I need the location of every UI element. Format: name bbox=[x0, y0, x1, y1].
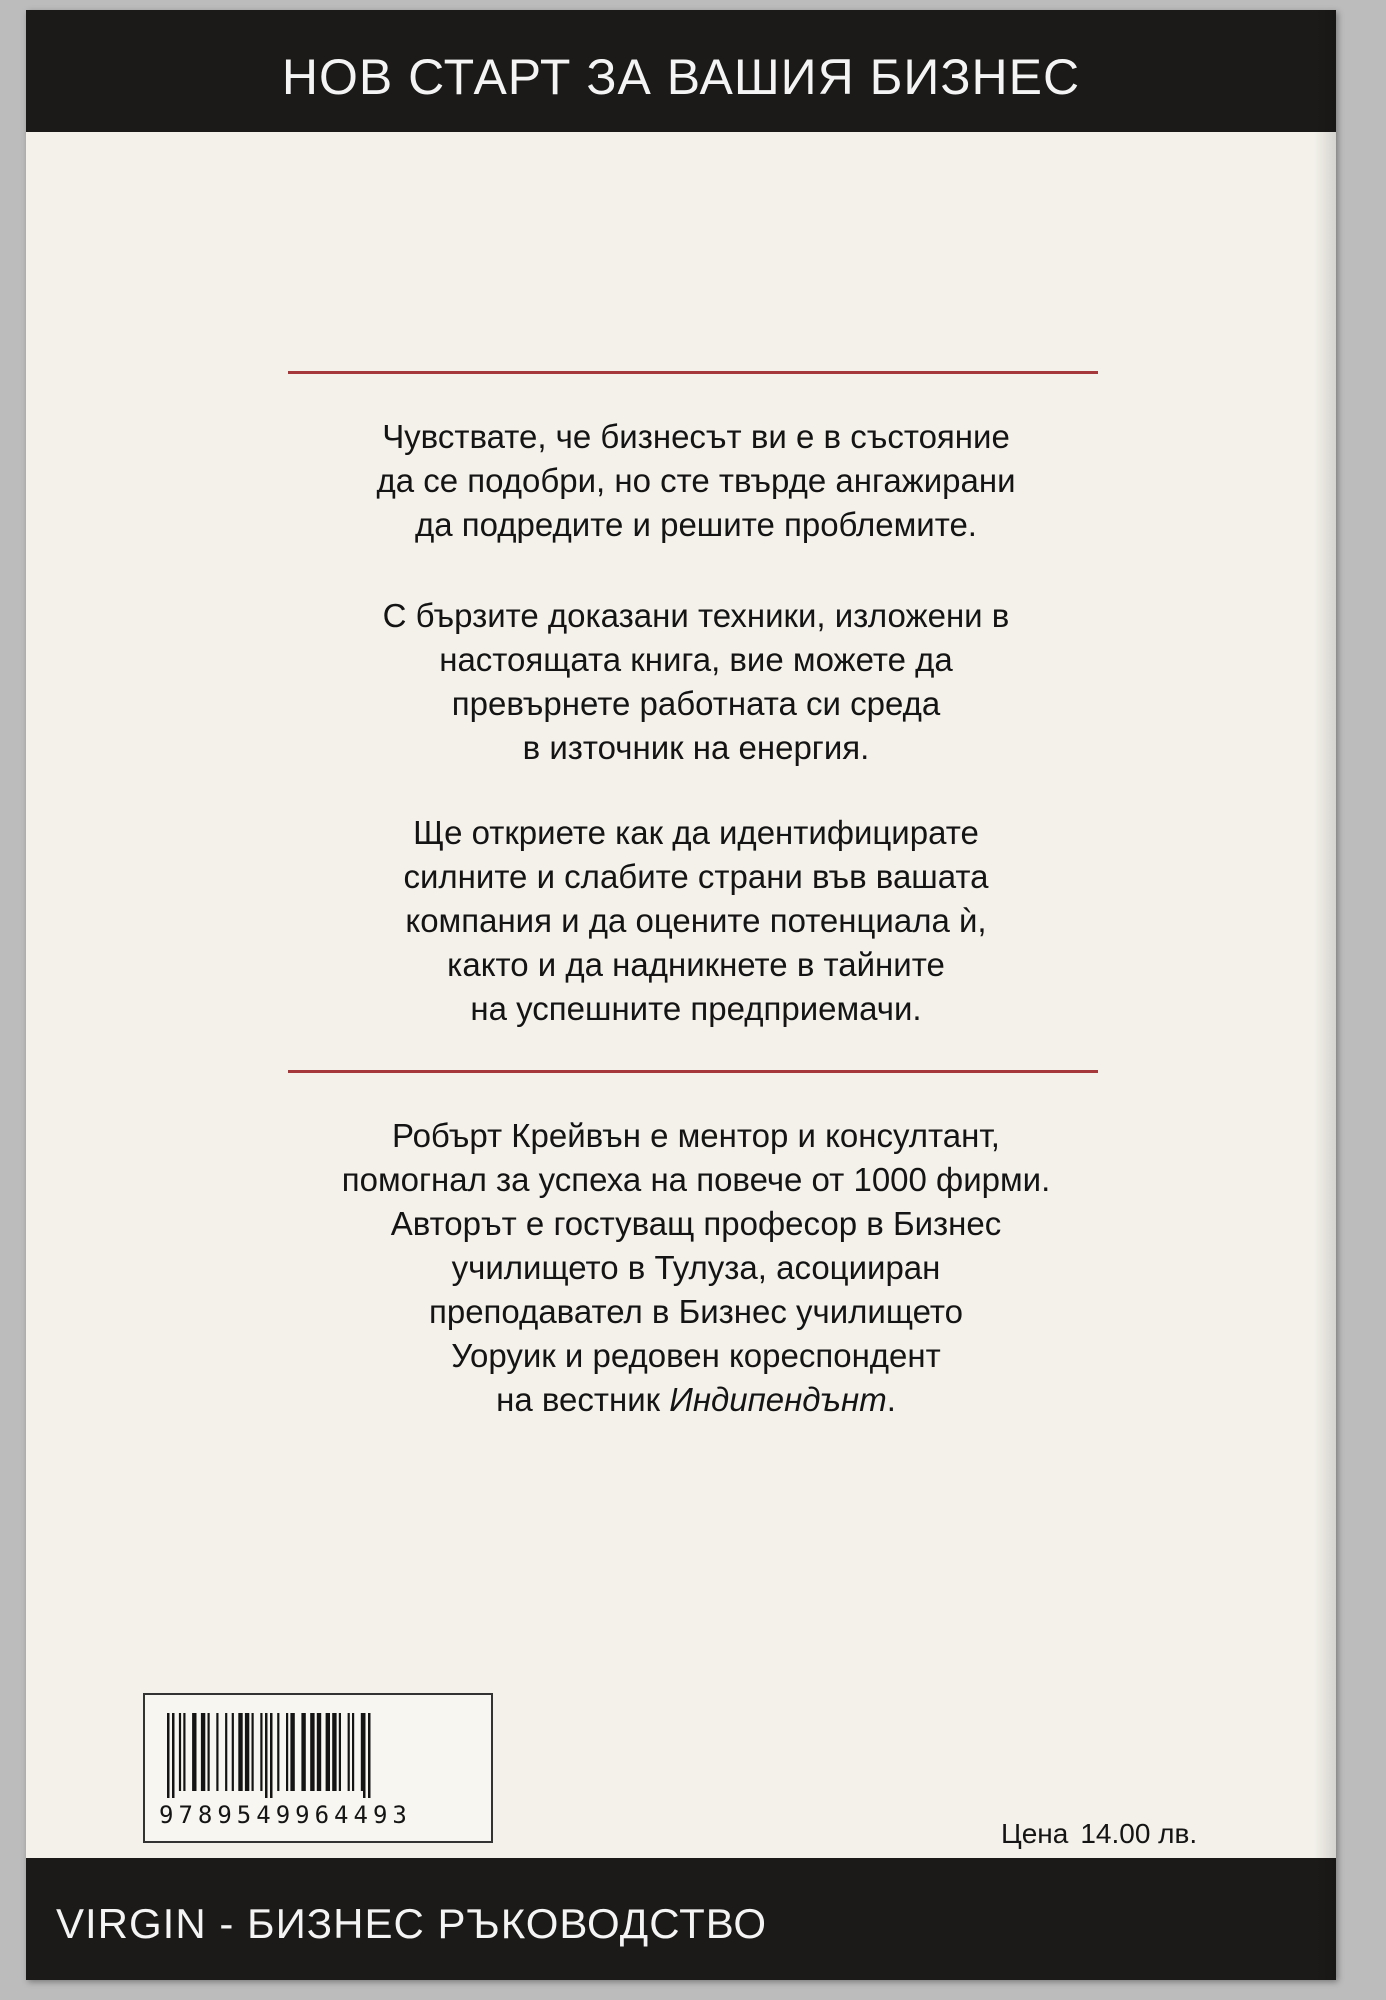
blurb-line: да подредите и решите проблемите. bbox=[415, 506, 977, 543]
barcode-bar bbox=[352, 1713, 354, 1791]
bio-line: преподавател в Бизнес училището bbox=[428, 1293, 963, 1330]
author-bio bbox=[196, 1114, 1196, 1422]
blurb-line: С бързите доказани техники, изложени в bbox=[382, 597, 1010, 634]
bio-line: Авторът е гостуващ професор в Бизнес bbox=[390, 1205, 1002, 1242]
bio-line: помогнал за успеха на повече от 1000 фирми. bbox=[341, 1161, 1051, 1198]
barcode-bar bbox=[363, 1713, 366, 1798]
barcode-bar bbox=[183, 1713, 185, 1791]
bottom-band bbox=[26, 1858, 1336, 1980]
blurb-line: превърнете работната си среда bbox=[451, 685, 941, 722]
bio-line: Уоруик и редовен кореспондент bbox=[451, 1337, 941, 1374]
blurb-paragraph-1 bbox=[196, 415, 1196, 547]
barcode-bar bbox=[216, 1713, 218, 1791]
bio-line: Робърт Крейвън е ментор и консултант, bbox=[392, 1117, 1000, 1154]
barcode-bar bbox=[252, 1713, 254, 1791]
price bbox=[1001, 1818, 1197, 1850]
bio-line-last bbox=[196, 1378, 1196, 1422]
bio-last-prefix: на вестник bbox=[496, 1381, 670, 1418]
barcode-bar bbox=[167, 1713, 170, 1798]
price-value: 14.00 лв. bbox=[1080, 1818, 1198, 1849]
blurb-paragraph-3 bbox=[196, 811, 1196, 1031]
barcode-bar bbox=[368, 1713, 371, 1798]
barcode-bar bbox=[361, 1713, 363, 1791]
blurb-line: на успешните предприемачи. bbox=[470, 990, 922, 1027]
barcode-bar bbox=[326, 1713, 330, 1791]
blurb-line: настоящата книга, вие можете да bbox=[439, 641, 953, 678]
cover-edge-shadow bbox=[1314, 10, 1336, 1980]
bio-line: училището в Тулуза, асоцииран bbox=[451, 1249, 941, 1286]
blurb-line: силните и слабите страни във вашата bbox=[403, 858, 989, 895]
blurb-line: в източник на енергия. bbox=[522, 729, 870, 766]
barcode-bar bbox=[192, 1713, 196, 1791]
blurb-line: Чувствате, че бизнесът ви е в състояние bbox=[382, 418, 1010, 455]
blurb-line: както и да надникнете в тайните bbox=[447, 946, 945, 983]
barcode-bar bbox=[238, 1713, 242, 1791]
blurb-paragraph-2 bbox=[196, 594, 1196, 770]
barcode-bar bbox=[172, 1713, 175, 1798]
barcode-bars bbox=[159, 1713, 479, 1798]
barcode-bar bbox=[245, 1713, 249, 1791]
barcode-bar bbox=[225, 1713, 227, 1791]
barcode-bar bbox=[232, 1713, 234, 1791]
barcode-bar bbox=[201, 1713, 205, 1791]
barcode-bar bbox=[348, 1713, 350, 1791]
barcode-bar bbox=[310, 1713, 314, 1791]
bio-last-suffix: . bbox=[886, 1381, 896, 1418]
divider-rule-top bbox=[288, 371, 1098, 374]
blurb-line: компания и да оцените потенциала ѝ, bbox=[405, 902, 987, 939]
barcode-bar bbox=[317, 1713, 321, 1791]
series-title: НОВ СТАРТ ЗА ВАШИЯ БИЗНЕС bbox=[281, 49, 1081, 105]
barcode-bar bbox=[260, 1713, 262, 1791]
barcode-bar bbox=[265, 1713, 268, 1798]
isbn-barcode bbox=[143, 1693, 493, 1843]
newspaper-name: Индипендънт bbox=[669, 1381, 887, 1418]
barcode-bar bbox=[286, 1713, 288, 1791]
divider-rule-bottom bbox=[288, 1070, 1098, 1073]
barcode-bar bbox=[290, 1713, 294, 1791]
barcode-bar bbox=[179, 1713, 181, 1791]
barcode-bar bbox=[277, 1713, 279, 1791]
barcode-bar bbox=[208, 1713, 210, 1791]
book-back-cover bbox=[26, 10, 1336, 1980]
barcode-bar bbox=[332, 1713, 336, 1791]
barcode-bar bbox=[339, 1713, 341, 1791]
barcode-bar bbox=[270, 1713, 273, 1798]
top-band bbox=[26, 10, 1336, 132]
barcode-digits: 9789549964493 bbox=[159, 1801, 412, 1829]
barcode-bar bbox=[301, 1713, 305, 1791]
price-label: Цена bbox=[1001, 1818, 1069, 1849]
blurb-line: Ще откриете как да идентифицирате bbox=[413, 814, 979, 851]
series-name: VIRGIN - БИЗНЕС РЪКОВОДСТВО bbox=[56, 1900, 768, 1947]
blurb-line: да се подобри, но сте твърде ангажирани bbox=[376, 462, 1016, 499]
